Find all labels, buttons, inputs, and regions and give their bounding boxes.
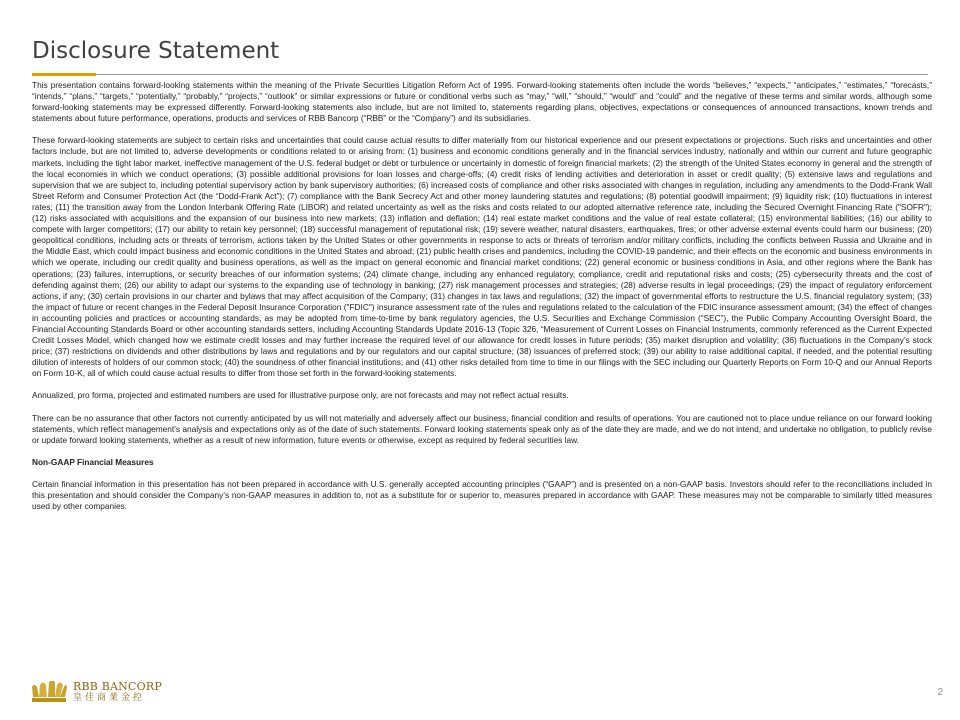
paragraph-illustrative-numbers: Annualized, pro forma, projected and estimated numbers are used for illustrative purpose only, are not forecasts and may not reflect actual results. (32, 390, 569, 401)
paragraph-no-assurance: There can be no assurance that other factors not currently anticipated by us will not materially and adversely affect our business, financial condition and results of operations. You are cautioned not to place undue reliance on our forward looking statements, which reflect management’s analysis and expectations only as of the date of such statements. Forward looking statements speak only as of the date they are made, and we do not intend, and undertake no obligation, to publicly revise or update forward looking statements, whether as a result of new information, future events or otherwise, except as required by federal securities law. (32, 412, 932, 445)
page-number: 2 (937, 687, 943, 698)
company-logo (30, 679, 162, 705)
logo-chinese-name: 皇佳商業金控 (73, 693, 146, 703)
disclosure-body (32, 80, 932, 523)
paragraph-non-gaap: Certain financial information in this presentation has not been prepared in accordance with U.S. generally accepted accounting principles (“GAAP”) and is presented on a non-GAAP basis. Investors should refer to the reconciliations included in this presentation and should consider the Company’s non-GAAP measures in addition to, not as a substitute for or superior to, measures prepared in accordance with GAAP. These measures may not be comparable to similarly titled measures used by other companies. (32, 478, 932, 511)
paragraph-risk-factors: These forward-looking statements are subject to certain risks and uncertainties that could cause actual results to differ materially from our historical experience and our present expectations or projections. Such risks and uncertainties and other factors include, but are not limited to, adverse developments or conditions related to or arising from: (1) business and economic conditions generally and in the financial services industry, nationally and within our current and future geographic markets, including the tight labor market, ineffective management of the U.S. federal budget or debt or turbulence or uncertainly in domestic of foreign financial markets; (2) the strength of the United States economy in general and the strength of the local economies in which we conduct operations; (3) possible additional provisions for loan losses and charge-offs; (4) credit risks of lending activities and deterioration in asset or credit quality; (5) extensive laws and regulations and supervision that we are subject to, including potential supervisory action by bank supervisory authorities; (6) increased costs of compliance and other risks associated with changes in regulation, including any amendments to the Dodd-Frank Wall Street Reform and Consumer Protection Act (the “Dodd-Frank Act”); (7) compliance with the Bank Secrecy Act and other money laundering statutes and regulations; (8) potential goodwill impairment; (9) liquidity risk; (10) fluctuations in interest rates; (11) the transition away from the London Interbank Offering Rate (LIBOR) and related uncertainty as well as the risks and costs related to our adopted alternative reference rate, including the Secured Overnight Financing Rate ("SOFR"); (12) risks associated with acquisitions and the expansion of our business into new markets; (13) inflation and deflation; (14) real estate market conditions and the value of real estate collateral; (15) environmental liabilities; (16) our ability to compete with larger competitors; (17) our ability to retain key personnel; (18) successful management of reputational risk; (19) severe weather, natural disasters, earthquakes, fires; or other adverse external events could harm our business; (20) geopolitical conditions, including acts or threats of terrorism, actions taken by the United States or other governments in response to acts or threats of terrorism and/or military conflicts, including the conflicts between Russia and Ukraine and in the Middle East, which could impact business and economic conditions in the United States and abroad; (21) public health crises and pandemics, including the COVID-19 pandemic, and their effects on the economic and business environments in which we operate, including our credit quality and business operations, as well as the impact on general economic and financial market conditions; (22) general economic or business conditions in Asia, and other regions where the Bank has operations; (23) failures, interruptions, or security breaches of our information systems; (24) climate change, including any enhanced regulatory, compliance, credit and reputational risks and costs; (25) cybersecurity threats and the cost of defending against them; (26) our ability to adapt our systems to the expanding use of technology in banking; (27) risk management processes and strategies; (28) adverse results in legal proceedings; (29) the impact of regulatory enforcement actions, if any; (30) certain provisions in our charter and bylaws that may affect acquisition of the Company; (31) changes in tax laws and regulations; (32) the impact of governmental efforts to restructure the U.S. financial regulatory system; (33) the impact of future or recent changes in the Federal Deposit Insurance Corporation ("FDIC") insurance assessment rate of the rules and regulations related to the calculation of the FDIC insurance assessment amount; (34) the effect of changes in accounting policies and practices or accounting standards, as may be adopted from time-to-time by bank regulatory agencies, the U.S. Securities and Exchange Commission (“SEC”), the Public Company Accounting Oversight Board, the Financial Accounting Standards Board or other accounting standards setters, including Accounting Standards Update 2016-13 (Topic 326, “Measurement of Current Losses on Financial Instruments, commonly referenced as the Current Expected Credit Losses Model, which changed how we estimate credit losses and may further increase the required level of our allowance for credit losses in future periods; (35) market disruption and volatility; (36) fluctuations in the Company’s stock price; (37) restrictions on dividends and other distributions by laws and regulations and by our regulators and our capital structure; (38) issuances of preferred stock; (39) our ability to raise additional capital, if needed, and the potential resulting dilution of interests of holders of our common stock; (40) the soundness of other financial institutions; and (41) other risks detailed from time to time in our filings with the SEC including our Quarterly Reports on Form 10-Q and our Annual Reports on Form 10-K, all of which could cause actual results to differ from those set forth in the forward-looking statements. (32, 135, 932, 379)
title-divider (32, 74, 928, 75)
non-gaap-heading: Non-GAAP Financial Measures (32, 456, 154, 467)
logo-name: RBB BANCORP (73, 680, 162, 693)
paragraph-forward-looking: This presentation contains forward-looking statements within the meaning of the Private Securities Litigation Reform Act of 1995. Forward-looking statements often include the words “believes,” “expects,” “anticipates,” “estimates,” “forecasts,” “intends,” “plans,” “targets,” “potentially,” “probably,” “projects,” “outlook” or similar expressions or future or conditional verbs such as “may,” “will,” “should,” “would” and “could” and the negative of these terms and similar words, although some forward-looking statements may be expressed differently. Forward-looking statements also include, but are not limited to, statements regarding plans, objectives, expectations or consequences of announced transactions, known trends and statements about future performance, operations, products and services of RBB Bancorp (“RBB” or the “Company”) and its subsidiaries. (32, 80, 932, 124)
page-title: Disclosure Statement (32, 38, 280, 64)
title-accent-bar (32, 73, 96, 76)
crown-icon (30, 681, 68, 703)
